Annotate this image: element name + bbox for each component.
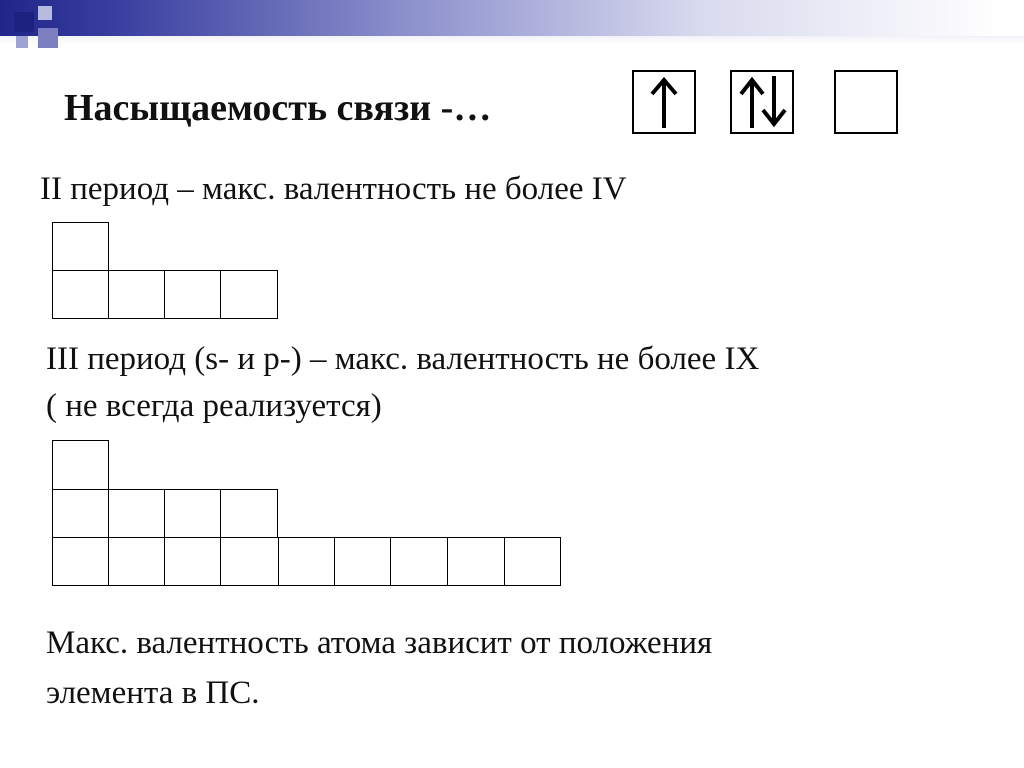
period2-p-cell — [164, 270, 221, 319]
orbital-box-empty — [834, 70, 898, 134]
orbital-box-single — [632, 70, 696, 134]
period3-d-cell — [390, 537, 448, 586]
period3-d-cell — [164, 537, 221, 586]
period3-p-cell — [164, 489, 221, 538]
period3-d-cell — [447, 537, 505, 586]
period2-p-cell — [108, 270, 165, 319]
corner-square-small — [16, 36, 28, 48]
period3-note: ( не всегда реализуется) — [46, 388, 382, 424]
orbital-box-pair — [730, 70, 794, 134]
period2-s-cell — [52, 222, 109, 271]
period2-text: II период – макс. валентность не более IV — [40, 171, 627, 207]
period3-s-cell — [52, 440, 109, 490]
slide-title: Насыщаемость связи -… — [64, 87, 492, 129]
period3-text: III период (s- и p-) – макс. валентность не более IX — [46, 341, 760, 377]
period3-d-cell — [52, 537, 109, 586]
corner-square-mid — [38, 28, 58, 48]
up-down-arrows-icon — [732, 72, 792, 132]
period3-d-cell — [220, 537, 279, 586]
up-arrow-icon — [634, 72, 694, 132]
period3-p-cell — [52, 489, 109, 538]
period3-p-cell — [108, 489, 165, 538]
period3-d-cell — [334, 537, 391, 586]
header-band — [0, 0, 1024, 36]
period2-p-cell — [52, 270, 109, 319]
period3-d-cell — [504, 537, 561, 586]
period2-p-cell — [220, 270, 278, 319]
corner-square-dark — [14, 12, 34, 32]
header-band-fade — [0, 36, 1024, 44]
conclusion-line-2: элемента в ПС. — [46, 675, 260, 711]
period3-p-cell — [220, 489, 278, 538]
conclusion-line-1: Макс. валентность атома зависит от положения — [46, 625, 713, 661]
period3-d-cell — [108, 537, 165, 586]
corner-square-light — [38, 6, 52, 20]
period3-d-cell — [278, 537, 335, 586]
